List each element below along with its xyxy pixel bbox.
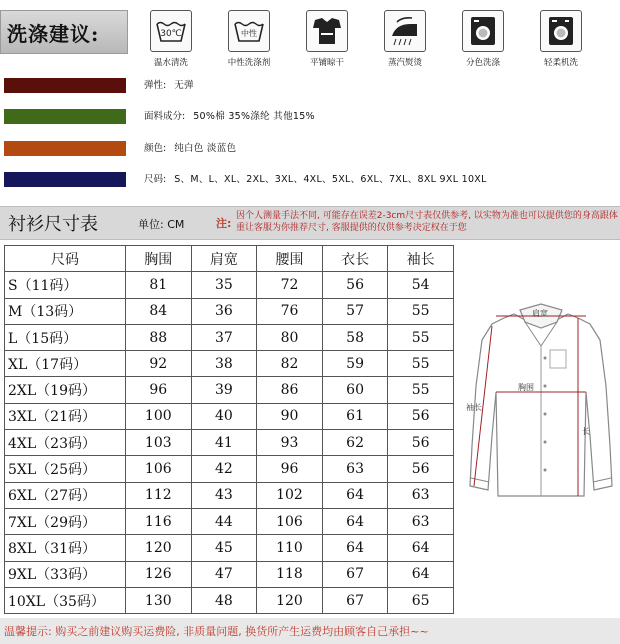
attr-sizes [4,172,614,188]
measurement-cell: 84 [126,298,192,324]
attr-colors [4,141,614,157]
table-header-cell: 衣长 [322,246,388,272]
table-row [5,508,454,534]
attr-color-bar [4,78,126,93]
attr-text: 尺码: S、M、L、XL、2XL、3XL、4XL、5XL、6XL、7XL、8XL 9XL 10XL [144,174,487,185]
measurement-cell: 102 [257,482,323,508]
measurement-cell: 48 [191,587,257,613]
table-row [5,377,454,403]
table-row [5,482,454,508]
care-item-steam-iron [377,10,433,68]
measurement-cell: 64 [322,535,388,561]
steam-iron-icon [384,10,426,52]
care-label: 平铺晾干 [309,58,344,68]
measurement-cell: 126 [126,561,192,587]
length-label: 长 [582,427,590,436]
size-label-cell: 10XL（35码） [5,587,126,613]
footer-bar [0,618,620,644]
table-header-cell: 胸围 [126,246,192,272]
measurement-cell: 93 [257,430,323,456]
measurement-cell: 90 [257,403,323,429]
shoulder-label: 肩宽 [532,309,548,318]
size-chart-note: 因个人测量手法不同, 可能存在误差2-3cm尺寸表仅供参考, 以实物为准也可以提供您的身高跟体重让客服为你推荐尺寸, 客服提供的仅供参考决定权在于您 [236,211,618,233]
attr-elasticity [4,78,614,94]
table-header-cell: 尺码 [5,246,126,272]
table-header-row [5,246,454,272]
measurement-cell: 116 [126,508,192,534]
svg-text:30℃: 30℃ [160,29,182,39]
size-chart-title: 衬衫尺寸表 [8,214,98,235]
measurement-cell: 63 [388,482,454,508]
attr-color-bar [4,141,126,156]
measurement-cell: 67 [322,587,388,613]
washing-machine-icon [462,10,504,52]
measurement-cell: 106 [126,456,192,482]
measurement-cell: 67 [322,561,388,587]
attr-color-bar [4,172,126,187]
measurement-cell: 112 [126,482,192,508]
size-label-cell: 6XL（27码） [5,482,126,508]
measurement-cell: 76 [257,298,323,324]
care-item-neutral [221,10,277,68]
measurement-cell: 103 [126,430,192,456]
measurement-cell: 88 [126,324,192,350]
measurement-cell: 100 [126,403,192,429]
measurement-cell: 120 [126,535,192,561]
size-label-cell: L（15码） [5,324,126,350]
care-label: 分色洗涤 [465,58,500,68]
measurement-cell: 110 [257,535,323,561]
measurement-cell: 55 [388,377,454,403]
measurement-cell: 54 [388,272,454,298]
measurement-cell: 65 [388,587,454,613]
attr-text: 面料成分: 50%棉 35%涤纶 其他15% [144,111,315,122]
care-label: 中性洗涤剂 [227,58,271,68]
measurement-cell: 56 [322,272,388,298]
measurement-cell: 59 [322,351,388,377]
table-row [5,456,454,482]
measurement-cell: 45 [191,535,257,561]
size-label-cell: 9XL（33码） [5,561,126,587]
measurement-cell: 64 [322,508,388,534]
table-row [5,324,454,350]
table-row [5,298,454,324]
care-label: 温水清洗 [153,58,188,68]
measurement-cell: 37 [191,324,257,350]
table-row [5,351,454,377]
size-chart-unit: 单位: CM [138,218,185,231]
flat-dry-icon [306,10,348,52]
attr-color-bar [4,109,126,124]
measurement-cell: 47 [191,561,257,587]
wash-30-icon [150,10,192,52]
care-item-warm-wash [143,10,199,68]
measurement-cell: 55 [388,298,454,324]
measurement-cell: 44 [191,508,257,534]
care-label: 轻柔机洗 [543,58,578,68]
measurement-cell: 120 [257,587,323,613]
measurement-cell: 39 [191,377,257,403]
measurement-cell: 42 [191,456,257,482]
table-row [5,272,454,298]
gentle-machine-wash-icon [540,10,582,52]
measurement-cell: 63 [322,456,388,482]
measurement-cell: 61 [322,403,388,429]
attr-fabric [4,109,614,125]
care-label: 蒸汽熨烫 [387,58,422,68]
measurement-cell: 96 [257,456,323,482]
size-table [4,245,454,614]
measurement-cell: 56 [388,403,454,429]
measurement-cell: 81 [126,272,192,298]
size-label-cell: 4XL（23码） [5,430,126,456]
care-item-flat-dry [299,10,355,68]
measurement-cell: 64 [388,561,454,587]
care-item-separate-colors [455,10,511,68]
svg-text:中性: 中性 [241,29,257,38]
measurement-cell: 40 [191,403,257,429]
measurement-cell: 35 [191,272,257,298]
neutral-detergent-icon [228,10,270,52]
measurement-cell: 96 [126,377,192,403]
measurement-cell: 64 [388,535,454,561]
measurement-cell: 63 [388,508,454,534]
measurement-cell: 64 [322,482,388,508]
table-row [5,587,454,613]
measurement-cell: 43 [191,482,257,508]
measurement-cell: 92 [126,351,192,377]
care-icons [143,10,613,72]
measurement-cell: 86 [257,377,323,403]
size-label-cell: M（13码） [5,298,126,324]
table-row [5,403,454,429]
measurement-cell: 80 [257,324,323,350]
measurement-cell: 62 [322,430,388,456]
size-chart-header [0,206,620,240]
size-label-cell: 8XL（31码） [5,535,126,561]
care-item-gentle-wash [533,10,589,68]
measurement-cell: 106 [257,508,323,534]
measurement-cell: 36 [191,298,257,324]
measurement-cell: 82 [257,351,323,377]
size-label-cell: S（11码） [5,272,126,298]
footer-notice: 温馨提示: 购买之前建议购买运费险, 非质量问题, 换货所产生运费均由顾客自己承担~~ [4,625,429,638]
measurement-cell: 55 [388,324,454,350]
attr-text: 弹性: 无弹 [144,80,194,91]
size-label-cell: 7XL（29码） [5,508,126,534]
table-header-cell: 腰围 [257,246,323,272]
size-label-cell: 5XL（25码） [5,456,126,482]
table-row [5,561,454,587]
measurement-cell: 58 [322,324,388,350]
measurement-cell: 38 [191,351,257,377]
table-header-cell: 袖长 [388,246,454,272]
table-header-cell: 肩宽 [191,246,257,272]
size-label-cell: 3XL（21码） [5,403,126,429]
measurement-cell: 56 [388,430,454,456]
shirt-diagram [462,296,620,508]
sleeve-label: 袖长 [466,403,482,412]
attr-text: 颜色: 纯白色 淡蓝色 [144,143,237,154]
measurement-cell: 60 [322,377,388,403]
measurement-cell: 55 [388,351,454,377]
size-chart-note-mark: 注: [216,217,232,230]
measurement-cell: 56 [388,456,454,482]
care-title: 洗涤建议: [0,10,128,54]
size-label-cell: 2XL（19码） [5,377,126,403]
measurement-cell: 130 [126,587,192,613]
measurement-cell: 72 [257,272,323,298]
chest-label: 胸围 [518,383,534,392]
measurement-cell: 118 [257,561,323,587]
table-row [5,535,454,561]
measurement-cell: 41 [191,430,257,456]
size-label-cell: XL（17码） [5,351,126,377]
table-row [5,430,454,456]
measurement-cell: 57 [322,298,388,324]
